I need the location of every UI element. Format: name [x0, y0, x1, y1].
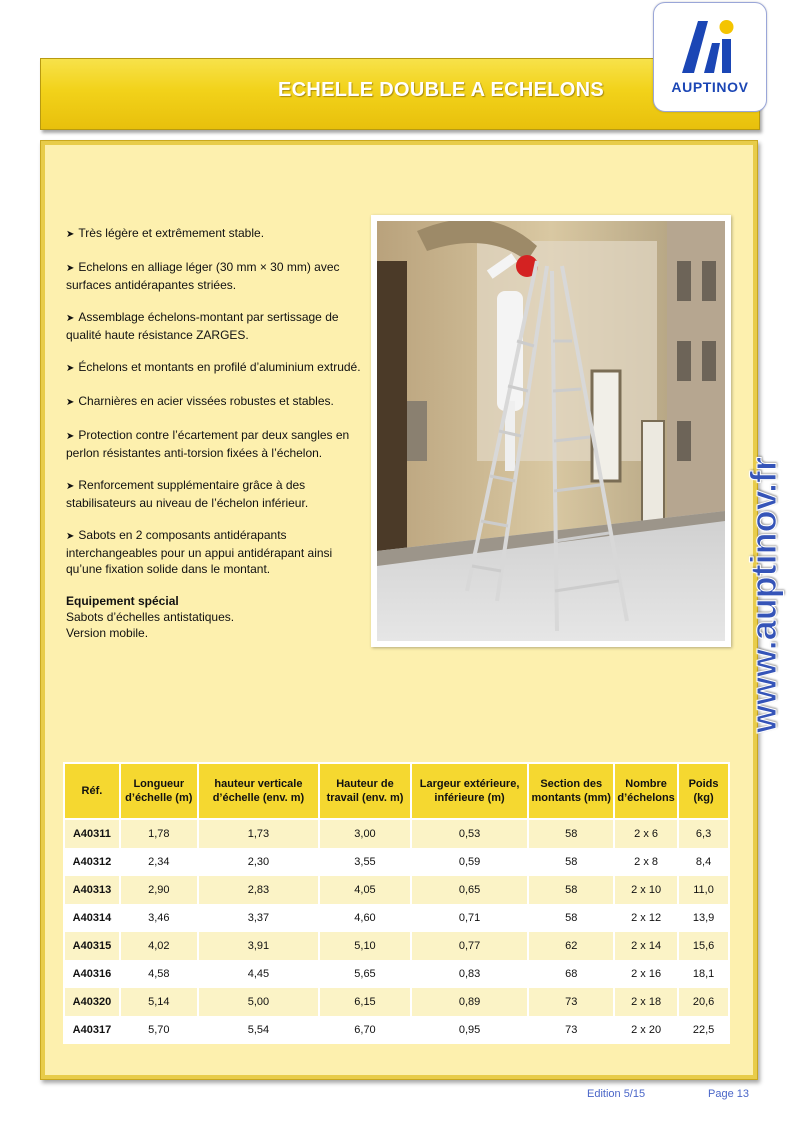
feature-item: ➤ Renforcement supplémentaire grâce à des stabilisateurs au niveau de l’échelon inférieur. [66, 478, 309, 510]
table-cell: 6,3 [678, 819, 729, 848]
table-cell: 2 x 6 [614, 819, 678, 848]
special-equipment-line: Version mobile. [66, 626, 149, 640]
specification-table [63, 762, 730, 1044]
column-header: hauteur verticale d’échelle (env. m) [198, 763, 319, 819]
table-cell: A40317 [64, 1016, 120, 1044]
feature-item: ➤ Assemblage échelons-montant par sertissage de qualité haute résistance ZARGES. [66, 310, 339, 342]
page-number: Page 13 [708, 1088, 749, 1100]
auptinov-logo [653, 2, 767, 112]
table-cell: 2,90 [120, 876, 198, 904]
product-photo-frame [371, 215, 731, 647]
arrow-bullet-icon: ➤ [66, 363, 75, 374]
column-header: Réf. [64, 763, 120, 819]
table-cell: 5,14 [120, 988, 198, 1016]
page-title: ECHELLE DOUBLE A ECHELONS [277, 79, 605, 101]
table-cell: 11,0 [678, 876, 729, 904]
table-cell: 20,6 [678, 988, 729, 1016]
table-cell: 62 [528, 932, 614, 960]
table-row [64, 960, 729, 988]
column-header: Largeur extérieure, inférieure (m) [411, 763, 529, 819]
table-cell: 6,70 [319, 1016, 411, 1044]
table-cell: 3,00 [319, 819, 411, 848]
table-cell: 2,30 [198, 848, 319, 876]
table-cell: 2 x 14 [614, 932, 678, 960]
table-header-row [64, 763, 729, 819]
arrow-bullet-icon: ➤ [66, 397, 75, 408]
table-cell: 58 [528, 876, 614, 904]
column-header: Section des montants (mm) [528, 763, 614, 819]
table-cell: 58 [528, 904, 614, 932]
arrow-bullet-icon: ➤ [66, 531, 75, 542]
table-cell: 5,70 [120, 1016, 198, 1044]
header-banner [40, 58, 760, 130]
table-cell: A40315 [64, 932, 120, 960]
logo-text: AUPTINOV [671, 79, 749, 95]
table-row [64, 1016, 729, 1044]
special-equipment [66, 593, 366, 641]
table-cell: 1,78 [120, 819, 198, 848]
table-row [64, 876, 729, 904]
table-row [64, 988, 729, 1016]
table-cell: 2 x 10 [614, 876, 678, 904]
logo-mark-icon [678, 17, 742, 75]
table-cell: 3,91 [198, 932, 319, 960]
column-header: Poids (kg) [678, 763, 729, 819]
table-cell: 4,60 [319, 904, 411, 932]
table-cell: 3,46 [120, 904, 198, 932]
table-row [64, 819, 729, 848]
table-cell: 2 x 20 [614, 1016, 678, 1044]
table-row [64, 904, 729, 932]
column-header: Hauteur de travail (env. m) [319, 763, 411, 819]
table-cell: 58 [528, 848, 614, 876]
table-cell: 2,34 [120, 848, 198, 876]
ladder-photo-illustration [377, 221, 725, 641]
product-photo [377, 221, 725, 641]
table-cell: A40314 [64, 904, 120, 932]
table-cell: 0,95 [411, 1016, 529, 1044]
feature-item: ➤ Très légère et extrêmement stable. [66, 226, 265, 240]
table-cell: 5,65 [319, 960, 411, 988]
table-cell: 4,45 [198, 960, 319, 988]
table-cell: 0,65 [411, 876, 529, 904]
table-cell: 68 [528, 960, 614, 988]
table-cell: 0,77 [411, 932, 529, 960]
website-url: www.auptinov.fr [743, 457, 784, 733]
table-cell: A40313 [64, 876, 120, 904]
table-cell: A40316 [64, 960, 120, 988]
feature-list [66, 225, 366, 641]
feature-item: ➤ Echelons en alliage léger (30 mm × 30 mm) avec surfaces antidérapantes striées. [66, 260, 340, 292]
table-cell: 5,54 [198, 1016, 319, 1044]
table-cell: 3,55 [319, 848, 411, 876]
special-equipment-title: Equipement spécial [66, 594, 179, 608]
arrow-bullet-icon: ➤ [66, 263, 75, 274]
table-cell: 0,71 [411, 904, 529, 932]
table-cell: 5,10 [319, 932, 411, 960]
table-cell: 1,73 [198, 819, 319, 848]
feature-item: ➤ Charnières en acier vissées robustes et stables. [66, 394, 334, 408]
table-cell: 4,05 [319, 876, 411, 904]
table-cell: 58 [528, 819, 614, 848]
table-cell: 18,1 [678, 960, 729, 988]
feature-item: ➤ Protection contre l’écartement par deux sangles en perlon résistantes anti-torsion fixées à l’échelon. [66, 428, 350, 460]
table-cell: 73 [528, 1016, 614, 1044]
table-row [64, 848, 729, 876]
table-cell: 8,4 [678, 848, 729, 876]
table-cell: A40320 [64, 988, 120, 1016]
column-header: Nombre d’échelons [614, 763, 678, 819]
edition-label: Edition 5/15 [587, 1088, 646, 1100]
table-cell: 2 x 16 [614, 960, 678, 988]
table-cell: A40311 [64, 819, 120, 848]
arrow-bullet-icon: ➤ [66, 431, 75, 442]
column-header: Longueur d’échelle (m) [120, 763, 198, 819]
arrow-bullet-icon: ➤ [66, 313, 75, 324]
table-cell: 0,53 [411, 819, 529, 848]
table-cell: 13,9 [678, 904, 729, 932]
table-cell: 73 [528, 988, 614, 1016]
table-cell: 3,37 [198, 904, 319, 932]
table-cell: 0,89 [411, 988, 529, 1016]
table-cell: 5,00 [198, 988, 319, 1016]
table-row [64, 932, 729, 960]
table-cell: 2 x 8 [614, 848, 678, 876]
special-equipment-line: Sabots d’échelles antistatiques. [66, 610, 235, 624]
table-cell: 4,02 [120, 932, 198, 960]
arrow-bullet-icon: ➤ [66, 481, 75, 492]
table-cell: 0,59 [411, 848, 529, 876]
table-cell: A40312 [64, 848, 120, 876]
table-cell: 22,5 [678, 1016, 729, 1044]
table-cell: 2,83 [198, 876, 319, 904]
table-cell: 6,15 [319, 988, 411, 1016]
feature-item: ➤ Sabots en 2 composants antidérapants interchangeables pour un appui antidérapant ainsi qu’une fixation solide dans le montant. [66, 528, 333, 576]
table-cell: 15,6 [678, 932, 729, 960]
table-cell: 2 x 18 [614, 988, 678, 1016]
table-cell: 2 x 12 [614, 904, 678, 932]
table-cell: 0,83 [411, 960, 529, 988]
arrow-bullet-icon: ➤ [66, 229, 75, 240]
table-cell: 4,58 [120, 960, 198, 988]
feature-item: ➤ Échelons et montants en profilé d’aluminium extrudé. [66, 360, 361, 374]
